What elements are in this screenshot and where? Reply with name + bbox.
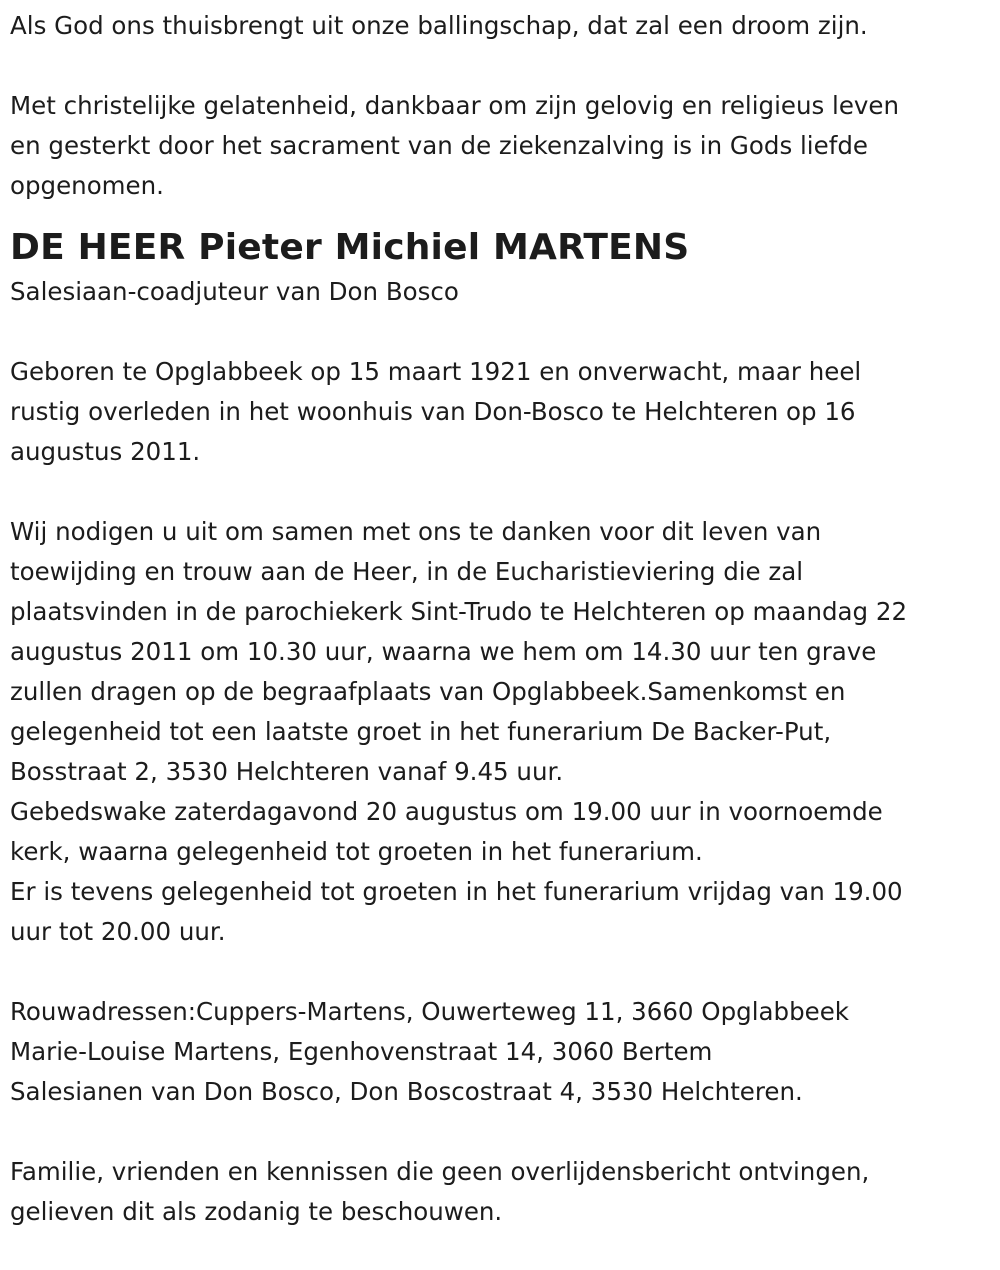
spacer bbox=[10, 472, 994, 512]
birth-death-paragraph bbox=[10, 352, 994, 472]
service-line: Bosstraat 2, 3530 Helchteren vanaf 9.45 uur. bbox=[10, 757, 564, 786]
service-line: zullen dragen op de begraafplaats van Opglabbeek.Samenkomst en bbox=[10, 677, 846, 706]
birth-death-line: augustus 2011. bbox=[10, 437, 201, 466]
service-line: toewijding en trouw aan de Heer, in de Eucharistieviering die zal bbox=[10, 557, 804, 586]
service-line: gelegenheid tot een laatste groet in het funerarium De Backer-Put, bbox=[10, 717, 832, 746]
service-line: Wij nodigen u uit om samen met ons te danken voor dit leven van bbox=[10, 517, 822, 546]
deceased-title: Salesiaan-coadjuteur van Don Bosco bbox=[10, 277, 459, 306]
intro-line: opgenomen. bbox=[10, 171, 164, 200]
intro-line: Met christelijke gelatenheid, dankbaar om zijn gelovig en religieus leven bbox=[10, 91, 900, 120]
obituary-notice bbox=[10, 6, 994, 1232]
service-paragraph bbox=[10, 512, 994, 952]
spacer bbox=[10, 312, 994, 352]
address-line: Rouwadressen:Cuppers-Martens, Ouwerteweg 11, 3660 Opglabbeek bbox=[10, 997, 849, 1026]
birth-death-line: Geboren te Opglabbeek op 15 maart 1921 en onverwacht, maar heel bbox=[10, 357, 862, 386]
verse-line: Als God ons thuisbrengt uit onze ballingschap, dat zal een droom zijn. bbox=[10, 11, 868, 40]
spacer bbox=[10, 952, 994, 992]
address-line: Marie-Louise Martens, Egenhovenstraat 14, 3060 Bertem bbox=[10, 1037, 713, 1066]
spacer bbox=[10, 206, 994, 222]
intro-paragraph bbox=[10, 86, 994, 206]
birth-death-line: rustig overleden in het woonhuis van Don-Bosco te Helchteren op 16 bbox=[10, 397, 856, 426]
service-line: Gebedswake zaterdagavond 20 augustus om 19.00 uur in voornoemde bbox=[10, 797, 883, 826]
closing-line: Familie, vrienden en kennissen die geen overlijdensbericht ontvingen, bbox=[10, 1157, 870, 1186]
deceased-name: DE HEER Pieter Michiel MARTENS bbox=[10, 227, 690, 268]
spacer bbox=[10, 1112, 994, 1152]
closing-paragraph bbox=[10, 1152, 994, 1232]
intro-line: en gesterkt door het sacrament van de ziekenzalving is in Gods liefde bbox=[10, 131, 868, 160]
address-line: Salesianen van Don Bosco, Don Boscostraat 4, 3530 Helchteren. bbox=[10, 1077, 803, 1106]
service-line: augustus 2011 om 10.30 uur, waarna we hem om 14.30 uur ten grave bbox=[10, 637, 877, 666]
addresses-paragraph bbox=[10, 992, 994, 1112]
service-line: kerk, waarna gelegenheid tot groeten in het funerarium. bbox=[10, 837, 703, 866]
closing-line: gelieven dit als zodanig te beschouwen. bbox=[10, 1197, 503, 1226]
spacer bbox=[10, 46, 994, 86]
service-line: plaatsvinden in de parochiekerk Sint-Trudo te Helchteren op maandag 22 bbox=[10, 597, 908, 626]
service-line: Er is tevens gelegenheid tot groeten in het funerarium vrijdag van 19.00 bbox=[10, 877, 903, 906]
service-line: uur tot 20.00 uur. bbox=[10, 917, 226, 946]
